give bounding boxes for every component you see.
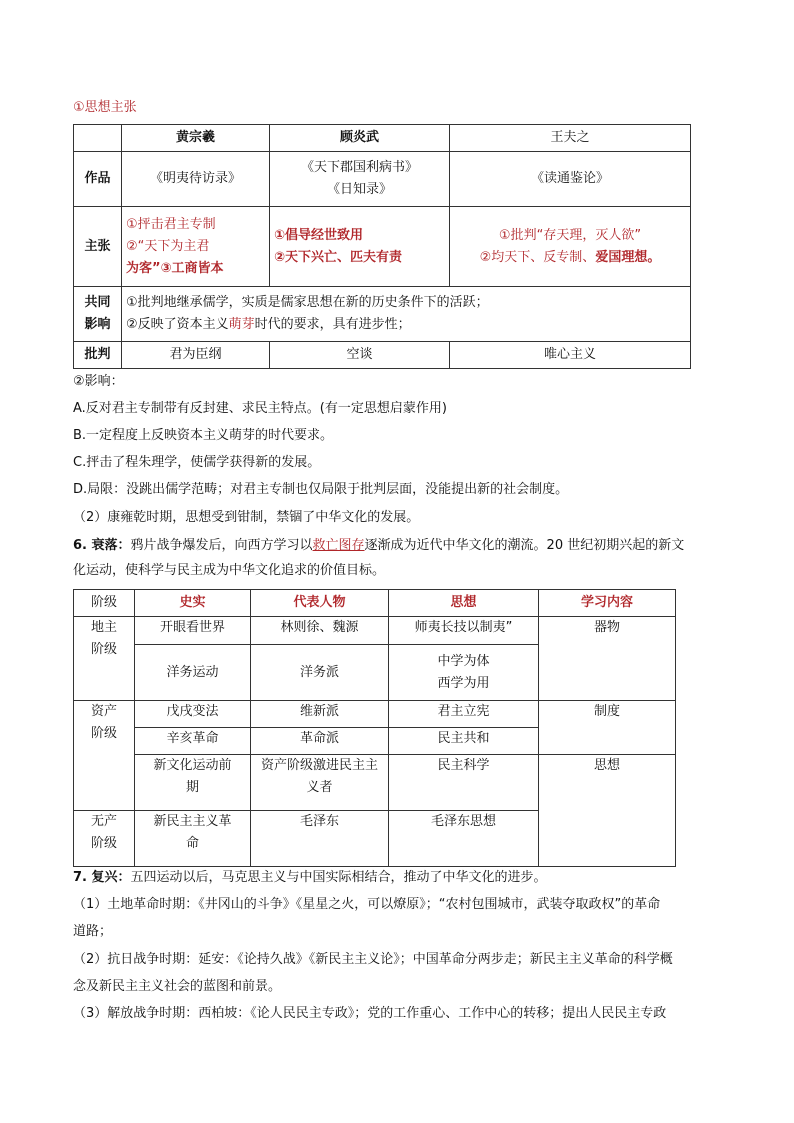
influence-item: B.一定程度上反映资本主义萌芽的时代要求。	[73, 428, 334, 443]
influence-item: A.反对君主专制带有反封建、求民主特点。(有一定思想启蒙作用)	[73, 401, 447, 416]
table-cell	[122, 207, 270, 287]
table-cell: 资产阶级激进民主主 义者	[251, 755, 389, 811]
table-cell: 《读通鉴论》	[450, 152, 691, 207]
claim-text: 爱国理想。	[595, 249, 661, 265]
section-6-paragraph-line2: 化运动，使科学与民主成为中华文化追求的价值目标。	[73, 563, 386, 578]
section-7-item: （2）抗日战争时期：延安：《论持久战》《新民主主义论》；中国革命分两步走；新民主主义革命的科学概	[73, 952, 673, 967]
table-row	[74, 287, 691, 342]
row-label-claims: 主张	[74, 207, 122, 287]
table-cell: 中学为体 西学为用	[389, 645, 539, 701]
header-cell: 代表人物	[251, 590, 389, 617]
common-effect: 时代的要求，具有进步性；	[254, 317, 411, 332]
header-cell: 史实	[135, 590, 251, 617]
common-effect-highlight: 萌芽	[228, 317, 255, 332]
table-cell: 毛泽东	[251, 811, 389, 867]
class-proletariat: 无产 阶级	[74, 811, 135, 867]
header-cell: 学习内容	[539, 590, 676, 617]
table-cell	[270, 152, 450, 207]
section-6-title: 6. 衰落：	[73, 538, 131, 553]
table-row	[74, 342, 691, 369]
claim-text: 为客”	[126, 260, 161, 276]
header-cell: 王夫之	[450, 125, 691, 152]
common-effect: ①批判地继承儒学，实质是儒家思想在新的历史条件下的活跃；	[126, 295, 489, 310]
influence-item: C.抨击了程朱理学，使儒学获得新的发展。	[73, 455, 321, 470]
table-cell: 君主立宪	[389, 701, 539, 728]
keyword-highlight: 救亡图存	[312, 538, 365, 553]
header-cell: 黄宗羲	[122, 125, 270, 152]
section-7-item: （3）解放战争时期：西柏坡：《论人民民主专政》；党的工作重心、工作中心的转移；提出人民民主专政	[73, 1006, 667, 1021]
learn-bourgeois: 制度	[539, 701, 676, 755]
table-row	[74, 755, 676, 811]
table-cell: 《明夷待访录》	[122, 152, 270, 207]
table-cell: 唯心主义	[450, 342, 691, 369]
table-row	[74, 152, 691, 207]
table-cell: 空谈	[270, 342, 450, 369]
header-cell: 顾炎武	[270, 125, 450, 152]
table-row	[74, 617, 676, 645]
table-cell: 辛亥革命	[135, 728, 251, 755]
section-7-item: （1）土地革命时期：《井冈山的斗争》《星星之火，可以燎原》；“农村包围城市，武装夺取政权”的革命	[73, 897, 661, 912]
section-7-title: 7. 复兴：	[73, 870, 131, 885]
table-cell: 师夷长技以制夷”	[389, 617, 539, 645]
row-label-common: 共同 影响	[74, 287, 122, 342]
claim-text: ①批判	[498, 227, 537, 243]
class-bourgeois: 资产 阶级	[74, 701, 135, 811]
claim-text: ②均天下、反专制、	[479, 249, 596, 265]
learn-thought: 思想	[539, 755, 676, 867]
influence-item: D.局限：没跳出儒学范畴；对君主专制也仅局限于批判层面，没能提出新的社会制度。	[73, 482, 569, 497]
classes-table	[73, 589, 676, 867]
thinkers-table	[73, 124, 691, 369]
header-cell: 思想	[389, 590, 539, 617]
claim-text: “存天理，灭人欲”	[536, 227, 642, 243]
common-effect: ②反映了资本主义	[126, 317, 229, 332]
claim-text: ②天下兴亡、匹夫有责	[274, 249, 403, 265]
table-row	[74, 207, 691, 287]
table-cell	[270, 207, 450, 287]
table-cell	[122, 287, 691, 342]
table-cell: 民主科学	[389, 755, 539, 811]
claim-text: ③工商皆本	[160, 260, 224, 276]
table-cell: 戊戌变法	[135, 701, 251, 728]
table-cell: 毛泽东思想	[389, 811, 539, 867]
claim-text: ①倡导经世致用	[274, 227, 364, 243]
table-cell: 君为臣纲	[122, 342, 270, 369]
section-heading-thought: ①思想主张	[73, 100, 137, 115]
table-row	[74, 590, 676, 617]
table-cell: 民主共和	[389, 728, 539, 755]
table-cell	[450, 207, 691, 287]
section-6-paragraph: 6. 衰落：鸦片战争爆发后，向西方学习以救亡图存逐渐成为近代中华文化的潮流。20 世纪初期兴起的新文	[73, 538, 685, 553]
table-cell: 洋务派	[251, 645, 389, 701]
kangqian-note: （2）康雍乾时期，思想受到钳制，禁锢了中华文化的发展。	[73, 510, 420, 525]
table-cell: 新文化运动前 期	[135, 755, 251, 811]
table-cell: 新民主主义革 命	[135, 811, 251, 867]
table-row	[74, 701, 676, 728]
section-7-item: 道路；	[73, 924, 113, 939]
claim-text: ②“天下为主君	[126, 238, 210, 254]
section-7-intro: 7. 复兴：五四运动以后，马克思主义与中国实际相结合，推动了中华文化的进步。	[73, 870, 547, 885]
table-cell: 林则徐、魏源	[251, 617, 389, 645]
table-cell: 革命派	[251, 728, 389, 755]
influence-heading: ②影响：	[73, 374, 124, 389]
work-title: 《天下郡国利病书》	[300, 160, 418, 175]
class-landlord: 地主 阶级	[74, 617, 135, 701]
table-cell: 洋务运动	[135, 645, 251, 701]
row-label-works: 作品	[74, 152, 122, 207]
table-row	[74, 125, 691, 152]
learn-landlord: 器物	[539, 617, 676, 701]
table-cell: 开眼看世界	[135, 617, 251, 645]
row-label-critique: 批判	[74, 342, 122, 369]
header-cell	[74, 125, 122, 152]
claim-text: ①抨击君主专制	[126, 216, 216, 232]
table-cell: 维新派	[251, 701, 389, 728]
header-cell: 阶级	[74, 590, 135, 617]
section-7-item: 念及新民主主义社会的蓝图和前景。	[73, 979, 282, 994]
work-title: 《日知录》	[326, 182, 392, 197]
